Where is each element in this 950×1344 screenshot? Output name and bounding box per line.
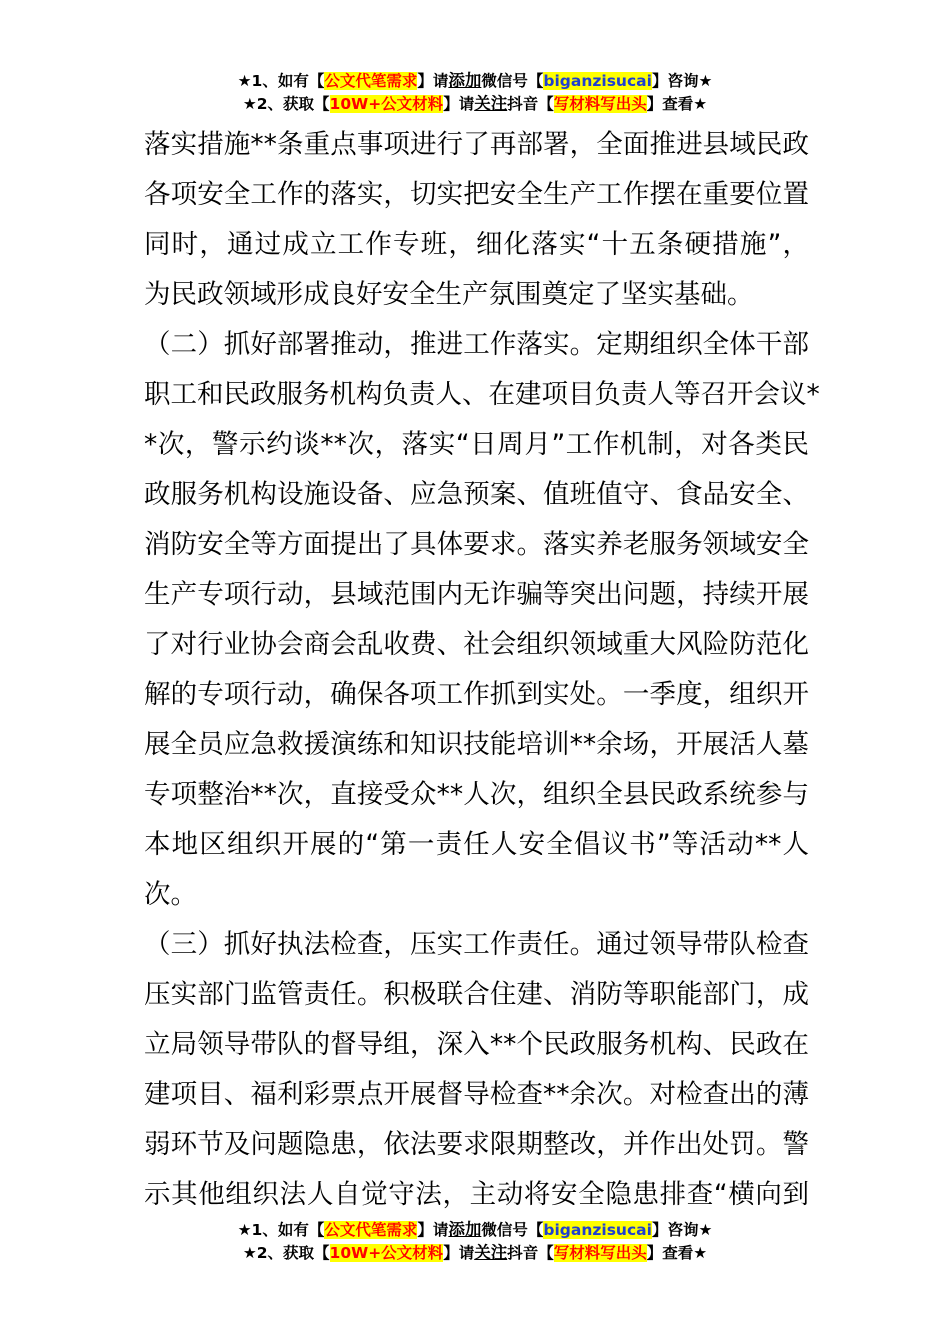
banner-emphasis: 添加	[448, 1220, 482, 1239]
body-line: 生产专项行动，县域范围内无诈骗等突出问题，持续开展	[144, 579, 809, 610]
body-line: 本地区组织开展的“第一责任人安全倡议书”等活动**人	[144, 829, 809, 860]
body-line: 示其他组织法人自觉守法，主动将安全隐患排查“横向到	[144, 1179, 809, 1210]
highlight-service: 公文代笔需求	[324, 72, 418, 90]
body-line: 为民政领域形成良好安全生产氛围奠定了坚实基础。	[144, 279, 754, 310]
banner-text: ★1、如有【	[237, 1221, 325, 1239]
section-heading-line: （三）抓好执法检查，压实工作责任。通过领导带队检查	[144, 929, 809, 960]
banner-emphasis: 关注	[474, 94, 508, 113]
body-line: 职工和民政服务机构负责人、在建项目负责人等召开会议*	[144, 379, 820, 410]
body-line: 解的专项行动，确保各项工作抓到实处。一季度，组织开	[144, 679, 809, 710]
banner-line-2	[0, 92, 950, 115]
banner-text: 】请	[417, 1221, 449, 1239]
body-line: 了对行业协会商会乱收费、社会组织领域重大风险防范化	[144, 629, 809, 660]
body-line: 次。	[144, 879, 197, 910]
body-line: 展全员应急救援演练和知识技能培训**余场，开展活人墓	[144, 729, 809, 760]
body-line: 各项安全工作的落实，切实把安全生产工作摆在重要位置	[144, 179, 809, 210]
banner-text: 】查看★	[646, 95, 708, 113]
header-banner	[0, 69, 950, 115]
highlight-douyin: 写材料写出头	[553, 1244, 647, 1262]
banner-emphasis: 关注	[474, 1243, 508, 1262]
banner-text: 】查看★	[646, 1244, 708, 1262]
banner-text: ★2、获取【	[242, 95, 330, 113]
body-line: 立局领导带队的督导组，深入**个民政服务机构、民政在	[144, 1029, 809, 1060]
banner-line-2	[0, 1241, 950, 1264]
banner-text: ★2、获取【	[242, 1244, 330, 1262]
highlight-service: 公文代笔需求	[324, 1221, 418, 1239]
document-body	[144, 120, 820, 1220]
body-line: 弱环节及问题隐患，依法要求限期整改，并作出处罚。警	[144, 1129, 809, 1160]
body-line: 建项目、福利彩票点开展督导检查**余次。对检查出的薄	[144, 1079, 809, 1110]
body-line: 消防安全等方面提出了具体要求。落实养老服务领域安全	[144, 529, 809, 560]
body-line: 专项整治**次，直接受众**人次，组织全县民政系统参与	[144, 779, 809, 810]
banner-emphasis: 添加	[448, 71, 482, 90]
banner-line-1	[0, 69, 950, 92]
body-line: 压实部门监管责任。积极联合住建、消防等职能部门，成	[144, 979, 809, 1010]
banner-text: 】咨询★	[651, 1221, 713, 1239]
banner-text: 】请	[417, 72, 449, 90]
banner-text: 】请	[443, 95, 475, 113]
body-line: *次，警示约谈**次，落实“日周月”工作机制，对各类民	[144, 429, 809, 460]
body-line: 政服务机构设施设备、应急预案、值班值守、食品安全、	[144, 479, 809, 510]
banner-line-1	[0, 1218, 950, 1241]
body-line: 落实措施**条重点事项进行了再部署，全面推进县域民政	[144, 129, 809, 160]
highlight-materials: 10W+公文材料	[329, 95, 444, 113]
banner-text: 抖音【	[507, 1244, 554, 1262]
banner-text: 】请	[443, 1244, 475, 1262]
banner-text: 微信号【	[481, 72, 544, 90]
banner-text: 】咨询★	[651, 72, 713, 90]
section-heading-line: （二）抓好部署推动，推进工作落实。定期组织全体干部	[144, 329, 809, 360]
body-line: 同时，通过成立工作专班，细化落实“十五条硬措施”，	[144, 229, 809, 260]
banner-text: ★1、如有【	[237, 72, 325, 90]
banner-text: 微信号【	[481, 1221, 544, 1239]
highlight-wechat-id: biganzisucai	[543, 72, 652, 90]
highlight-douyin: 写材料写出头	[553, 95, 647, 113]
banner-text: 抖音【	[507, 95, 554, 113]
highlight-materials: 10W+公文材料	[329, 1244, 444, 1262]
highlight-wechat-id: biganzisucai	[543, 1221, 652, 1239]
footer-banner	[0, 1218, 950, 1264]
